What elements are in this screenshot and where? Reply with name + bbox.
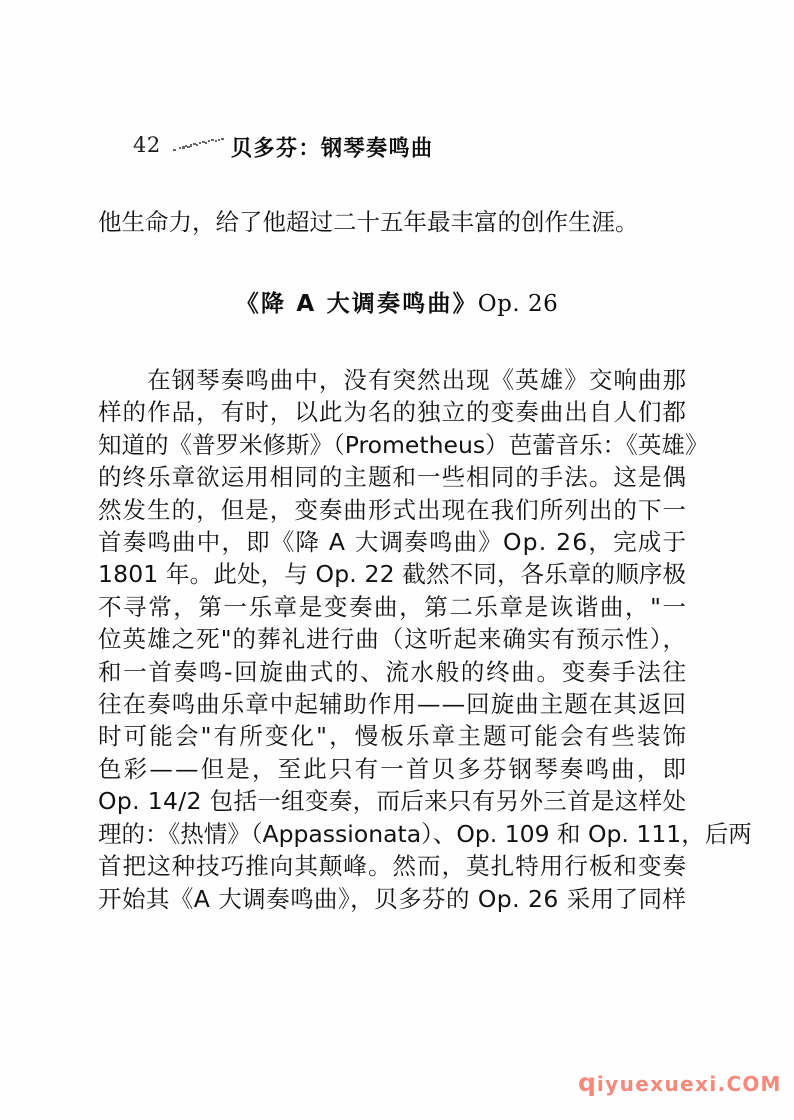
body-line: 在钢琴奏鸣曲中，没有突然出现《英雄》交响曲那 <box>98 366 688 394</box>
body-line: 样的作品，有时，以此为名的独立的变奏曲出自人们都 <box>98 398 688 427</box>
page-number: 42 <box>133 133 161 157</box>
body-line: 和一首奏鸣-回旋曲式的、流水般的终曲。变奏手法往 <box>98 657 688 686</box>
body-line: 知道的《普罗米修斯》（Prometheus）芭蕾音乐：《英雄》 <box>98 430 709 459</box>
body-line: 1801 年。此处，与 Op. 22 截然不同，各乐章的顺序极 <box>98 560 687 589</box>
body-line: 色彩——但是，至此只有一首贝多芬钢琴奏鸣曲，即 <box>98 754 689 783</box>
body-line: 时可能会"有所变化"，慢板乐章主题可能会有些装饰 <box>98 722 689 751</box>
body-line: 首把这种技巧推向其颠峰。然而，莫扎特用行板和变奏 <box>98 852 688 881</box>
running-head-title: 贝多芬：钢琴奏鸣曲 <box>231 135 434 161</box>
site-watermark <box>578 1068 782 1097</box>
watermark-name: iyuexuexi <box>596 1072 718 1096</box>
watermark-initial: q <box>578 1068 597 1097</box>
body-line: 首奏鸣曲中，即《降 A 大调奏鸣曲》Op. 26，完成于 <box>98 528 688 557</box>
body-line: 的终乐章欲运用相同的主题和一些相同的手法。这是偶 <box>98 463 688 492</box>
watermark-tld: .COM <box>717 1072 782 1096</box>
body-line: Op. 14/2 包括一组变奏，而后来只有另外三首是这样处 <box>98 787 687 816</box>
body-line: 开始其《A 大调奏鸣曲》，贝多芬的 Op. 26 采用了同样 <box>98 884 687 913</box>
ink-smudge-icon <box>171 137 231 155</box>
body-line: 往在奏鸣曲乐章中起辅助作用——回旋曲主题在其返回 <box>98 690 688 719</box>
body-line: 位英雄之死"的葬礼进行曲（这听起来确实有预示性）， <box>98 625 688 654</box>
lead-paragraph-line: 他生命力，给了他超过二十五年最丰富的创作生涯。 <box>98 208 639 236</box>
section-heading-opus: Op. 26 <box>477 291 559 317</box>
lead-paragraph <box>98 206 684 268</box>
body-line: 理的：《热情》（Appassionata）、Op. 109 和 Op. 111，后两 <box>98 819 752 848</box>
running-head <box>0 131 794 165</box>
body-paragraph <box>98 364 752 915</box>
body-line: 然发生的，但是，变奏曲形式出现在我们所列出的下一 <box>98 495 688 524</box>
section-heading-title: 《降 A 大调奏鸣曲》 <box>235 291 478 317</box>
body-line: 不寻常，第一乐章是变奏曲，第二乐章是诙谐曲，"一 <box>98 592 688 621</box>
section-heading <box>0 285 794 318</box>
